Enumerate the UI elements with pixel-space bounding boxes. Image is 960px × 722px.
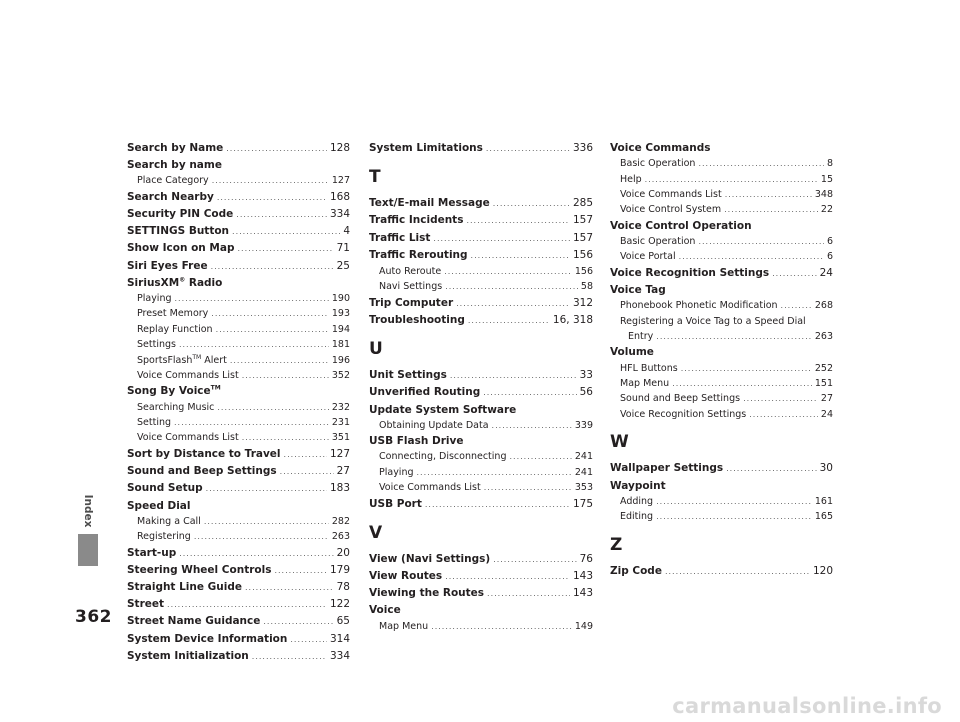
index-subentry[interactable]: Playing ..... 241 (369, 465, 593, 480)
index-subentry[interactable]: Preset Memory ..... 193 (127, 306, 350, 321)
index-subentry-wrapped: Registering a Voice Tag to a Speed Dial (620, 315, 806, 327)
index-subentry[interactable]: Replay Function ..... 194 (127, 322, 350, 337)
section-letter: U (369, 339, 383, 360)
index-entry[interactable]: Search Nearby ..... 168 (127, 189, 350, 206)
index-subentry[interactable]: Connecting, Disconnecting ..... 241 (369, 449, 593, 464)
index-tab-label: Index (82, 494, 94, 528)
index-subentry[interactable]: Navi Settings ..... 58 (369, 279, 593, 294)
index-entry[interactable]: Viewing the Routes ..... 143 (369, 585, 593, 602)
index-subentry[interactable]: Voice Control System ..... 22 (610, 202, 833, 217)
index-subentry[interactable]: Auto Reroute ..... 156 (369, 264, 593, 279)
index-subentry[interactable]: Voice Portal ..... 6 (610, 249, 833, 264)
index-entry[interactable]: Street Name Guidance ..... 65 (127, 613, 350, 630)
index-entry[interactable]: Sound Setup ..... 183 (127, 480, 350, 497)
index-subentry[interactable]: Help ..... 15 (610, 172, 833, 187)
index-entry[interactable]: Wallpaper Settings ..... 30 (610, 460, 833, 477)
index-heading: Search by name (127, 159, 222, 172)
index-entry[interactable]: Siri Eyes Free ..... 25 (127, 258, 350, 275)
index-entry[interactable]: Zip Code ..... 120 (610, 563, 833, 580)
index-subentry[interactable]: Settings ..... 181 (127, 337, 350, 352)
watermark: carmanualsonline.info (672, 694, 942, 718)
index-entry[interactable]: Troubleshooting ..... 16, 318 (369, 312, 593, 329)
index-subentry[interactable]: Map Menu ..... 151 (610, 376, 833, 391)
index-entry[interactable]: Sound and Beep Settings ..... 27 (127, 463, 350, 480)
index-heading: Speed Dial (127, 499, 191, 512)
index-heading: Song By Voice™ (127, 384, 221, 398)
index-subentry[interactable]: Making a Call ..... 282 (127, 514, 350, 529)
index-entry[interactable]: View Routes ..... 143 (369, 568, 593, 585)
index-entry[interactable]: Traffic List ..... 157 (369, 230, 593, 247)
index-entry[interactable]: Trip Computer ..... 312 (369, 295, 593, 312)
index-subentry[interactable]: Entry ..... 263 (610, 329, 833, 344)
index-heading: Waypoint (610, 479, 666, 492)
index-subentry[interactable]: Setting ..... 231 (127, 415, 350, 430)
index-subentry[interactable]: Voice Recognition Settings ..... 24 (610, 407, 833, 422)
index-entry[interactable]: Unverified Routing ..... 56 (369, 384, 593, 401)
index-heading: Voice Control Operation (610, 219, 752, 232)
section-letter: Z (610, 534, 623, 555)
index-heading: SiriusXM® Radio (127, 276, 223, 289)
index-entry[interactable]: SETTINGS Button ..... 4 (127, 223, 350, 240)
index-subentry[interactable]: Basic Operation ..... 6 (610, 234, 833, 249)
index-entry[interactable]: Sort by Distance to Travel ..... 127 (127, 446, 350, 463)
index-subentry[interactable]: Voice Commands List ..... 351 (127, 430, 350, 445)
index-heading: Volume (610, 346, 654, 359)
index-entry[interactable]: Straight Line Guide ..... 78 (127, 579, 350, 596)
index-subentry[interactable]: Playing ..... 190 (127, 291, 350, 306)
index-entry[interactable]: Security PIN Code ..... 334 (127, 206, 350, 223)
index-entry[interactable]: Street ..... 122 (127, 596, 350, 613)
index-subentry[interactable]: Map Menu ..... 149 (369, 619, 593, 634)
index-entry[interactable]: Traffic Rerouting ..... 156 (369, 247, 593, 264)
index-entry[interactable]: USB Port ..... 175 (369, 496, 593, 513)
index-entry[interactable]: System Device Information ..... 314 (127, 631, 350, 648)
index-column-2 (369, 140, 593, 634)
index-subentry[interactable]: Searching Music ..... 232 (127, 400, 350, 415)
section-letter: T (369, 167, 381, 188)
index-heading: USB Flash Drive (369, 435, 464, 448)
index-subentry[interactable]: Voice Commands List ..... 353 (369, 480, 593, 495)
index-column-3 (610, 140, 833, 580)
index-entry[interactable]: Traffic Incidents ..... 157 (369, 212, 593, 229)
index-heading: Voice Commands (610, 142, 711, 154)
index-heading: Voice (369, 604, 401, 617)
page-number: 362 (75, 607, 112, 627)
index-entry[interactable]: Text/E-mail Message ..... 285 (369, 195, 593, 212)
index-entry[interactable]: Start-up ..... 20 (127, 545, 350, 562)
index-subentry[interactable]: Voice Commands List ..... 348 (610, 187, 833, 202)
index-entry[interactable]: Voice Recognition Settings ..... 24 (610, 265, 833, 282)
index-subentry[interactable]: Obtaining Update Data ..... 339 (369, 418, 593, 433)
index-subentry[interactable]: SportsFlash™ Alert ..... 196 (127, 353, 350, 368)
index-subentry[interactable]: Adding ..... 161 (610, 494, 833, 509)
index-heading: Update System Software (369, 403, 517, 416)
index-column-1 (127, 140, 350, 665)
index-subentry[interactable]: Registering ..... 263 (127, 529, 350, 544)
index-entry[interactable]: Show Icon on Map ..... 71 (127, 240, 350, 257)
index-tab-block (78, 534, 98, 566)
index-subentry[interactable]: Phonebook Phonetic Modification ..... 268 (610, 298, 833, 313)
index-subentry[interactable]: Basic Operation ..... 8 (610, 156, 833, 171)
index-entry[interactable]: System Initialization ..... 334 (127, 648, 350, 665)
index-entry[interactable]: Steering Wheel Controls ..... 179 (127, 562, 350, 579)
index-subentry[interactable]: Sound and Beep Settings ..... 27 (610, 391, 833, 406)
index-entry[interactable]: Unit Settings ..... 33 (369, 367, 593, 384)
section-letter: V (369, 522, 383, 543)
section-letter: W (610, 432, 629, 453)
index-subentry[interactable]: HFL Buttons ..... 252 (610, 361, 833, 376)
index-subentry[interactable]: Editing ..... 165 (610, 509, 833, 524)
index-entry[interactable]: System Limitations ..... 336 (369, 140, 593, 157)
index-entry[interactable]: View (Navi Settings) ..... 76 (369, 551, 593, 568)
index-entry[interactable]: Search by Name ..... 128 (127, 140, 350, 157)
index-heading: Voice Tag (610, 284, 666, 297)
index-subentry[interactable]: Place Category ..... 127 (127, 173, 350, 188)
index-subentry[interactable]: Voice Commands List ..... 352 (127, 368, 350, 383)
